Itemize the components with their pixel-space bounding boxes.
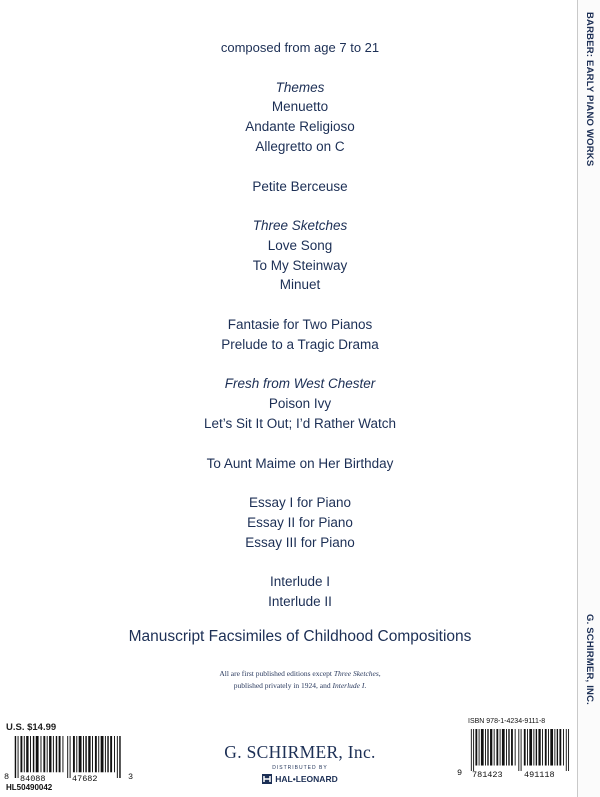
list-item: Allegretto on C <box>255 138 345 154</box>
barcode-digit: 3 <box>128 772 134 782</box>
fresh-heading: Fresh from West Chester <box>224 376 376 392</box>
contents-list <box>60 38 540 648</box>
isbn-text: ISBN 978-1-4234-9111-8 <box>468 718 546 725</box>
barcode-digits: 491118 <box>524 770 555 780</box>
publication-note: All are first published editions except Three Sketches, published privately in 1924, and Interlude I. <box>219 669 381 690</box>
sketches-heading: Three Sketches <box>252 218 348 234</box>
list-item: Menuetto <box>271 99 329 115</box>
list-item: To Aunt Maime on Her Birthday <box>206 455 394 471</box>
price-label: U.S. $14.99 <box>6 722 57 733</box>
list-item: Poison Ivy <box>268 396 332 412</box>
barcode-digits: 781423 <box>472 770 503 780</box>
hal-leonard-icon <box>262 774 272 784</box>
hal-leonard-logo <box>262 774 337 784</box>
manuscript-line: Manuscript Facsimiles of Childhood Compositions <box>128 627 472 645</box>
product-code: HL50490042 <box>6 783 53 792</box>
upc-barcode <box>4 736 134 794</box>
list-item: Interlude I <box>269 574 331 590</box>
barcode-bars <box>466 729 578 771</box>
barcode-bars <box>12 736 132 778</box>
list-item: To My Steinway <box>252 257 348 273</box>
publisher-name: G. SCHIRMER, Inc. <box>224 742 376 762</box>
barcode-digits: 47682 <box>72 774 98 784</box>
list-item: Interlude II <box>268 594 332 610</box>
barcode-digit: 8 <box>4 772 10 782</box>
spine <box>577 0 600 797</box>
barcode-digit: 9 <box>457 768 463 778</box>
distributed-by: DISTRIBUTED BY <box>272 765 328 771</box>
publisher-block <box>190 742 410 789</box>
themes-heading: Themes <box>275 79 325 95</box>
list-item: Prelude to a Tragic Drama <box>221 336 379 352</box>
list-item: Essay II for Piano <box>247 514 353 530</box>
list-item: Fantasie for Two Pianos <box>227 317 373 333</box>
list-item: Petite Berceuse <box>252 178 348 194</box>
hal-leonard-text: HAL•LEONARD <box>275 774 338 784</box>
isbn-barcode <box>456 718 580 788</box>
list-item: Essay III for Piano <box>245 534 355 550</box>
spine-publisher: G. SCHIRMER, INC. <box>584 614 595 706</box>
intro-line: composed from age 7 to 21 <box>220 40 380 55</box>
spine-title: BARBER: EARLY PIANO WORKS <box>584 12 595 167</box>
barcode-digits: 84088 <box>20 774 46 784</box>
list-item: Minuet <box>279 277 321 293</box>
list-item: Essay I for Piano <box>248 495 352 511</box>
list-item: Let’s Sit It Out; I’d Rather Watch <box>203 415 397 431</box>
list-item: Love Song <box>267 237 333 253</box>
list-item: Andante Religioso <box>245 119 355 135</box>
